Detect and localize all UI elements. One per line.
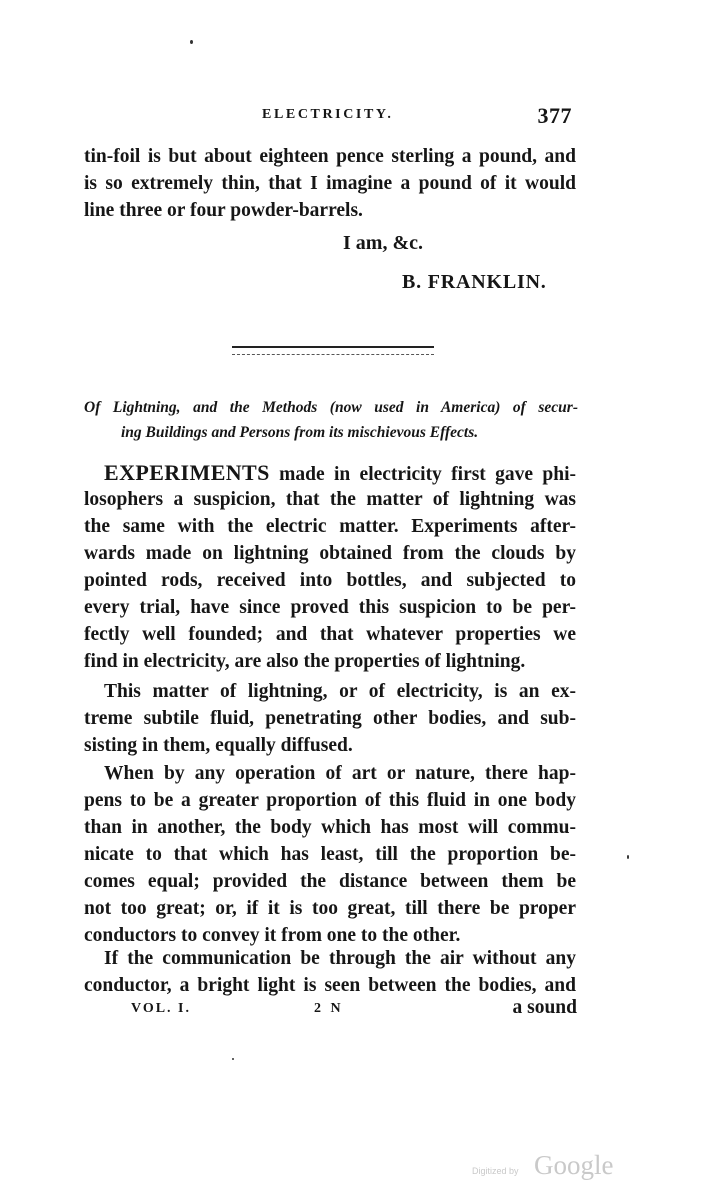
body-line: every trial, have since proved this suspicion to be per- [84,597,576,618]
body-line: losophers a suspicion, that the matter of lightning was [84,489,576,510]
body-line: pens to be a greater proportion of this fluid in one body [84,790,576,811]
body-line: pointed rods, received into bottles, and subjected to [84,570,576,591]
page-footer [131,997,577,1023]
body-line: comes equal; provided the distance between them be [84,871,576,892]
digitized-watermark [472,1148,632,1188]
body-line-rest: made in electricity first gave phi- [269,464,576,485]
body-line: nicate to that which has least, till the proportion be- [84,844,576,865]
ink-speck [190,40,193,44]
ink-speck [232,1058,234,1060]
signature-mark: 2 N [314,1001,344,1016]
catchword: a sound [512,997,577,1018]
section-divider [232,346,434,355]
body-line: than in another, the body which has most will commu- [84,817,576,838]
google-logo: Google [534,1150,614,1180]
body-line: conductor, a bright light is seen between the bodies, and [84,975,576,996]
ink-speck [627,855,629,859]
running-head [84,103,572,131]
article-heading-line: Of Lightning, and the Methods (now used in America) of secur- [84,399,578,416]
volume-label: VOL. I. [131,1001,192,1016]
letter-line: is so extremely thin, that I imagine a pound of it would [84,173,576,194]
body-line [104,459,576,488]
watermark-prefix: Digitized by [472,1166,519,1176]
article-heading-line: ing Buildings and Persons from its mischievous Effects. [121,424,479,441]
body-line: When by any operation of art or nature, there hap- [104,763,576,784]
body-line: conductors to convey it from one to the other. [84,925,461,946]
letter-line: tin-foil is but about eighteen pence sterling a pound, and [84,146,576,167]
body-line: treme subtile fluid, penetrating other bodies, and sub- [84,708,576,729]
running-title: ELECTRICITY. [262,107,394,122]
first-word: EXPERIMENTS [104,460,270,485]
body-line: the same with the electric matter. Experiments after- [84,516,576,537]
body-line: not too great; or, if it is too great, till there be proper [84,898,576,919]
letter-line: line three or four powder-barrels. [84,200,363,221]
signature: B. FRANKLIN. [402,271,547,293]
body-line: wards made on lightning obtained from the clouds by [84,543,576,564]
body-line: fectly well founded; and that whatever properties we [84,624,576,645]
body-line: find in electricity, are also the properties of lightning. [84,651,526,672]
body-line: sisting in them, equally diffused. [84,735,353,756]
salutation: I am, &c. [343,232,423,254]
body-line: If the communication be through the air without any [104,948,576,969]
body-line: This matter of lightning, or of electricity, is an ex- [104,681,576,702]
page-number: 377 [537,103,572,128]
